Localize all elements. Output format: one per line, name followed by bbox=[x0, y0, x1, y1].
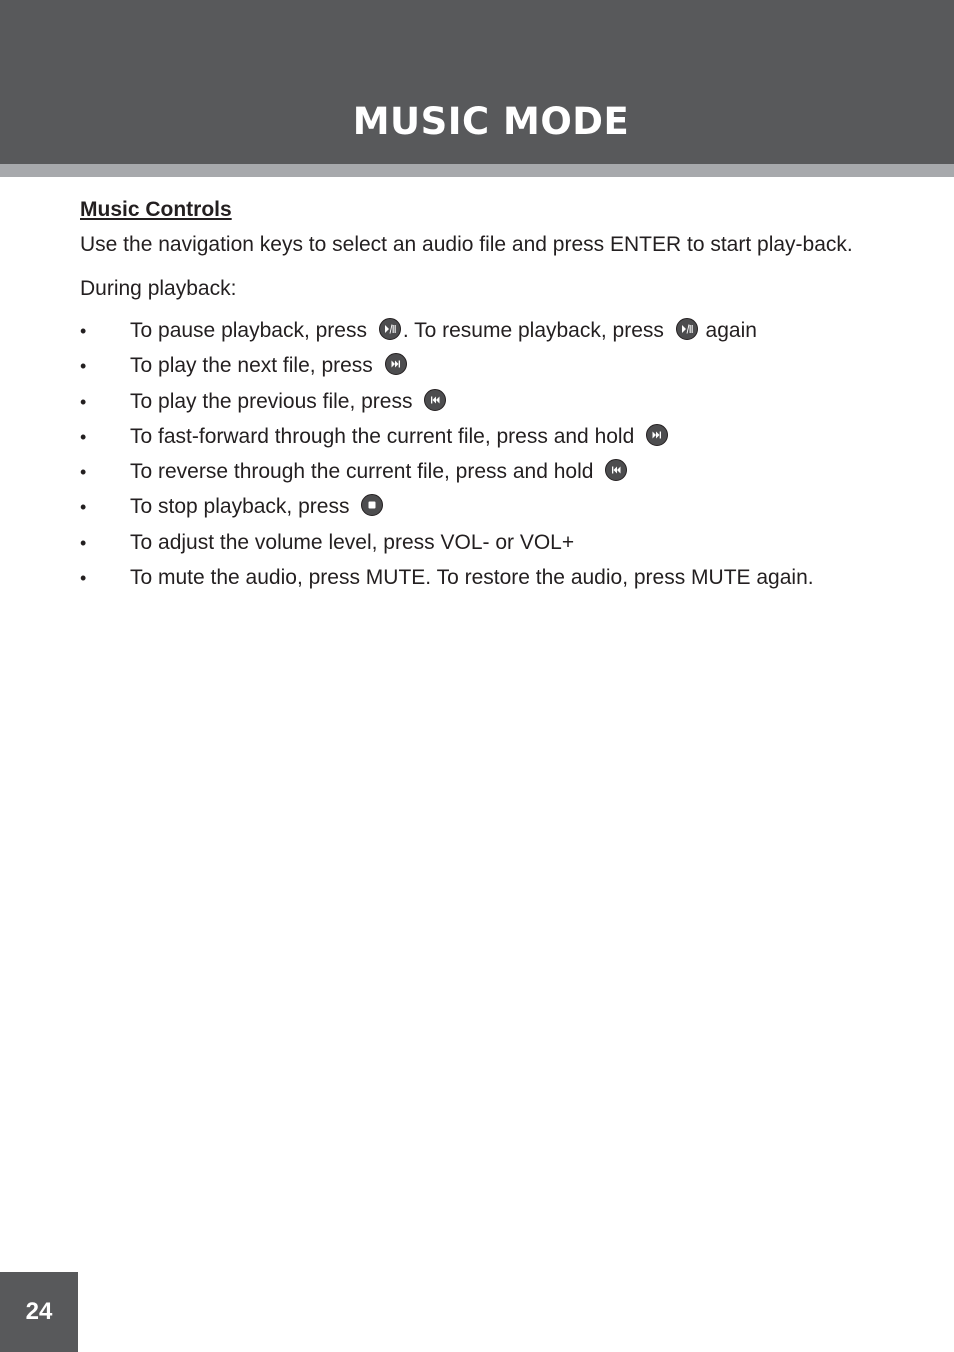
bullet-marker: • bbox=[80, 497, 87, 518]
page-number: 24 bbox=[25, 1298, 53, 1325]
bullet-marker: • bbox=[80, 356, 87, 377]
bullet-text: To play the next file, press bbox=[130, 354, 379, 378]
list-item bbox=[80, 388, 904, 423]
list-item bbox=[80, 423, 904, 458]
controls-list bbox=[80, 317, 904, 599]
bullet-text: To pause playback, press bbox=[130, 319, 373, 342]
previous-track-icon bbox=[424, 389, 446, 411]
list-item bbox=[80, 352, 904, 387]
bullet-text: . To resume playback, press bbox=[402, 319, 670, 342]
bullet-text: again bbox=[699, 319, 757, 342]
list-item bbox=[80, 458, 904, 493]
bullet-text: To reverse through the current file, press and hold bbox=[130, 460, 600, 484]
fast-forward-icon bbox=[646, 424, 668, 446]
bullet-marker: • bbox=[80, 391, 87, 412]
intro-paragraph: Use the navigation keys to select an audio file and press ENTER to start play-back. bbox=[80, 233, 853, 256]
during-playback-label: During playback: bbox=[80, 277, 237, 300]
next-track-icon bbox=[385, 353, 407, 375]
section-heading: Music Controls bbox=[80, 198, 232, 221]
bullet-text: To stop playback, press bbox=[130, 495, 356, 519]
bullet-marker: • bbox=[80, 321, 87, 341]
play-pause-icon bbox=[676, 318, 698, 340]
bullet-text: To mute the audio, press MUTE. To restore the audio, press MUTE again. bbox=[130, 566, 814, 590]
list-item bbox=[80, 529, 904, 564]
bullet-marker: • bbox=[80, 532, 87, 553]
main-content bbox=[80, 196, 904, 599]
list-item bbox=[80, 493, 904, 528]
list-item bbox=[80, 317, 904, 352]
bullet-marker: • bbox=[80, 462, 87, 483]
play-pause-icon bbox=[379, 318, 401, 340]
rewind-icon bbox=[605, 459, 627, 481]
page-title: MUSIC MODE bbox=[352, 100, 630, 143]
header-divider bbox=[0, 164, 954, 177]
bullet-text: To play the previous file, press bbox=[130, 389, 419, 413]
bullet-marker: • bbox=[80, 426, 87, 447]
bullet-text: To fast-forward through the current file, press and hold bbox=[130, 424, 641, 448]
stop-icon bbox=[361, 494, 383, 516]
list-item bbox=[80, 564, 904, 599]
bullet-marker: • bbox=[80, 568, 87, 589]
bullet-text: To adjust the volume level, press VOL- or VOL+ bbox=[130, 530, 575, 554]
